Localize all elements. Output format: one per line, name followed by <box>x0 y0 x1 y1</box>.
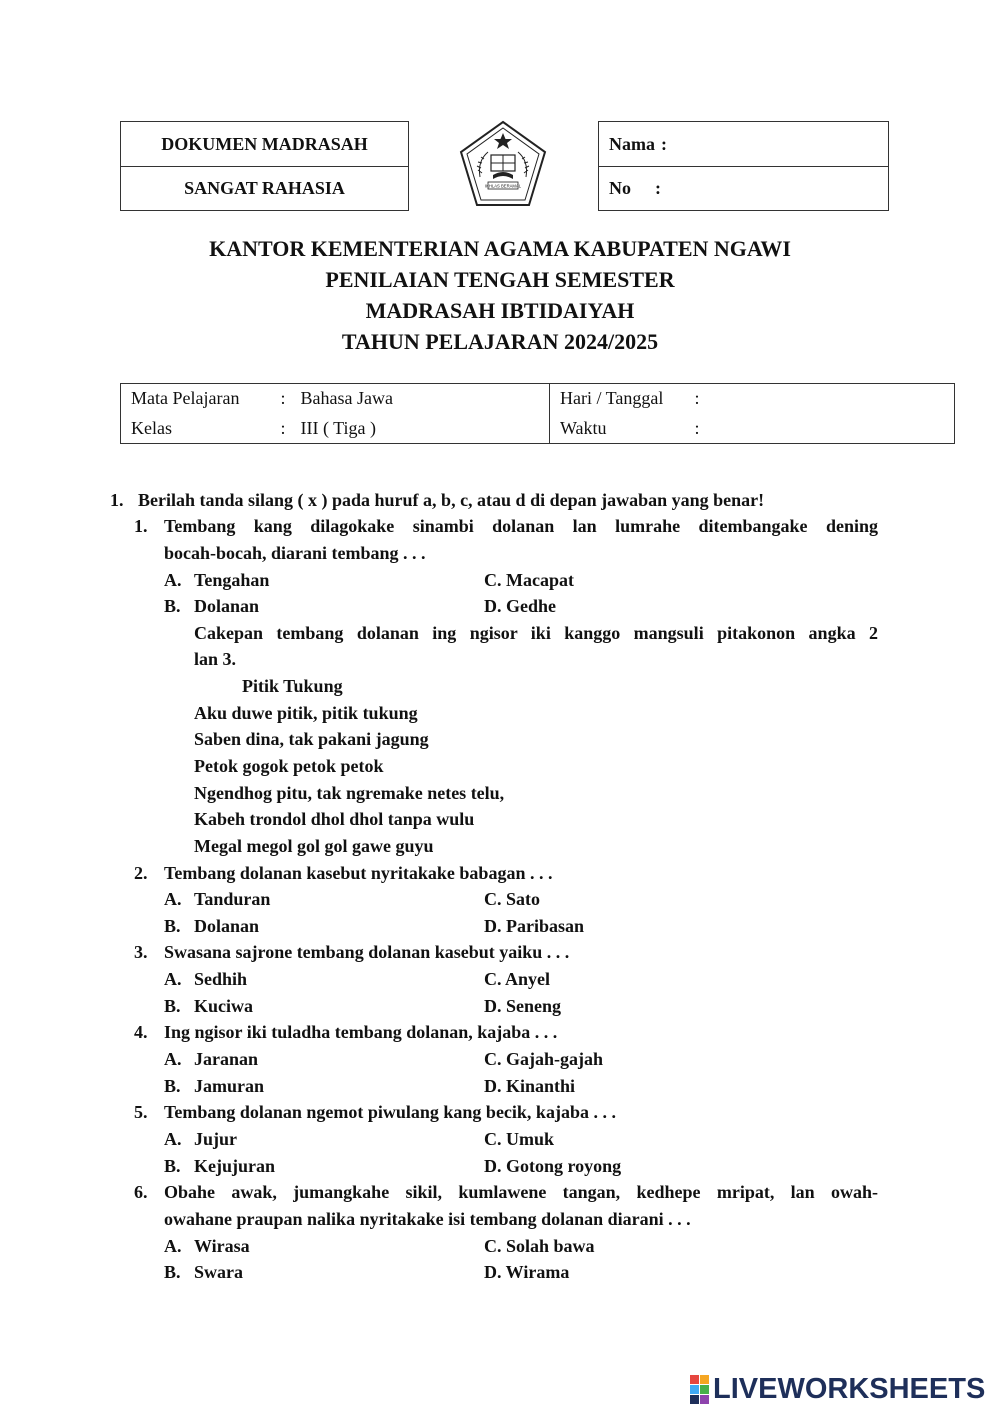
passage-intro: lan 3. <box>194 649 237 669</box>
option-text[interactable]: Dolanan <box>194 596 260 616</box>
emblem-motto: IKHLAS BERAMAL <box>484 183 522 189</box>
option-letter[interactable]: B. <box>164 1156 181 1176</box>
document-classification-box <box>120 121 409 211</box>
poem-line: Megal megol gol gol gawe guyu <box>194 836 434 856</box>
section-number: 1. <box>110 490 124 510</box>
option-text[interactable]: Jaranan <box>194 1049 259 1069</box>
option-text[interactable]: Tengahan <box>194 570 270 590</box>
number-label: No <box>609 178 631 198</box>
liveworksheets-tiles-icon <box>690 1375 709 1404</box>
time-separator[interactable]: : <box>694 417 700 438</box>
poem-line: Aku duwe pitik, pitik tukung <box>194 703 418 723</box>
class-separator: : <box>280 417 286 438</box>
class-label: Kelas <box>131 417 172 438</box>
option-d[interactable]: D. Seneng <box>484 996 562 1016</box>
question-number: 5. <box>134 1102 148 1122</box>
option-text[interactable]: Tanduran <box>194 889 271 909</box>
name-row[interactable] <box>599 122 888 166</box>
tile <box>700 1375 709 1384</box>
option-c[interactable]: C. Umuk <box>484 1129 555 1149</box>
option-d[interactable]: D. Wirama <box>484 1262 570 1282</box>
option-d[interactable]: D. Gedhe <box>484 596 556 616</box>
option-text[interactable]: Kuciwa <box>194 996 254 1016</box>
option-letter[interactable]: A. <box>164 1049 182 1069</box>
date-separator[interactable]: : <box>694 388 700 409</box>
option-c[interactable]: C. Anyel <box>484 969 551 989</box>
number-separator: : <box>655 178 661 198</box>
date-label: Hari / Tanggal <box>560 388 664 409</box>
academic-year-title: TAHUN PELAJARAN 2024/2025 <box>341 329 659 354</box>
option-letter[interactable]: B. <box>164 916 181 936</box>
question-text: Tembang dolanan ngemot piwulang kang becik, kajaba . . . <box>164 1102 616 1122</box>
secrecy-label: SANGAT RAHASIA <box>121 166 408 210</box>
question-text: bocah-bocah, diarani tembang . . . <box>164 543 426 563</box>
student-identity-box <box>598 121 889 211</box>
option-letter[interactable]: B. <box>164 1076 181 1096</box>
option-c[interactable]: C. Solah bawa <box>484 1236 595 1256</box>
question-number: 2. <box>134 863 148 883</box>
tile <box>700 1395 709 1404</box>
question-number: 3. <box>134 942 148 962</box>
question-text: Tembang dolanan kasebut nyritakake babagan . . . <box>164 863 553 883</box>
option-letter[interactable]: B. <box>164 1262 181 1282</box>
option-d[interactable]: D. Paribasan <box>484 916 585 936</box>
option-text[interactable]: Dolanan <box>194 916 260 936</box>
option-text[interactable]: Swara <box>194 1262 243 1282</box>
number-row[interactable] <box>599 166 888 210</box>
section-instruction: Berilah tanda silang ( x ) pada huruf a, b, c, atau d di depan jawaban yang benar! <box>138 490 765 510</box>
option-c[interactable]: C. Gajah-gajah <box>484 1049 604 1069</box>
option-text[interactable]: Wirasa <box>194 1236 250 1256</box>
option-d[interactable]: D. Gotong royong <box>484 1156 622 1176</box>
question-text: Swasana sajrone tembang dolanan kasebut yaiku . . . <box>164 942 570 962</box>
tile <box>700 1385 709 1394</box>
question-number: 4. <box>134 1022 148 1042</box>
liveworksheets-logo[interactable] <box>690 1374 985 1404</box>
option-text[interactable]: Jamuran <box>194 1076 265 1096</box>
option-d[interactable]: D. Kinanthi <box>484 1076 576 1096</box>
office-title: KANTOR KEMENTERIAN AGAMA KABUPATEN NGAWI <box>209 236 791 261</box>
option-text[interactable]: Sedhih <box>194 969 248 989</box>
liveworksheets-wordmark: LIVEWORKSHEETS <box>713 1372 986 1405</box>
subject-separator: : <box>280 388 286 409</box>
poem-line: Ngendhog pitu, tak ngremake netes telu, <box>194 783 505 803</box>
exam-title: PENILAIAN TENGAH SEMESTER <box>325 267 675 292</box>
kemenag-emblem-icon <box>458 119 548 209</box>
time-label: Waktu <box>560 417 607 438</box>
info-row <box>121 384 955 414</box>
option-letter[interactable]: A. <box>164 889 182 909</box>
option-letter[interactable]: A. <box>164 1236 182 1256</box>
poem-title: Pitik Tukung <box>242 676 343 696</box>
poem-line: Saben dina, tak pakani jagung <box>194 729 429 749</box>
option-letter[interactable]: B. <box>164 596 181 616</box>
poem-line: Kabeh trondol dhol dhol tanpa wulu <box>194 809 475 829</box>
info-row <box>121 414 955 444</box>
subject-label: Mata Pelajaran <box>131 388 240 409</box>
question-text: Tembang kang dilagokake sinambi dolanan lan lumrahe ditembangake dening <box>164 516 878 536</box>
option-letter[interactable]: A. <box>164 1129 182 1149</box>
question-number: 1. <box>134 516 148 536</box>
question-text: Ing ngisor iki tuladha tembang dolanan, kajaba . . . <box>164 1022 558 1042</box>
tile <box>690 1375 699 1384</box>
option-text[interactable]: Kejujuran <box>194 1156 275 1176</box>
school-level-title: MADRASAH IBTIDAIYAH <box>365 298 635 323</box>
question-number: 6. <box>134 1182 148 1202</box>
option-c[interactable]: C. Macapat <box>484 570 574 590</box>
option-c[interactable]: C. Sato <box>484 889 541 909</box>
option-letter[interactable]: B. <box>164 996 181 1016</box>
class-value: III ( Tiga ) <box>301 414 550 444</box>
name-separator: : <box>661 133 667 154</box>
exam-info-table <box>120 383 955 444</box>
option-text[interactable]: Jujur <box>194 1129 238 1149</box>
document-type-label: DOKUMEN MADRASAH <box>161 133 368 154</box>
exam-title-block <box>0 233 1000 357</box>
question-text: owahane praupan nalika nyritakake isi tembang dolanan diarani . . . <box>164 1209 691 1229</box>
option-letter[interactable]: A. <box>164 969 182 989</box>
question-text: Obahe awak, jumangkahe sikil, kumlawene tangan, kedhepe mripat, lan owah- <box>164 1182 878 1202</box>
name-label: Nama <box>609 133 655 154</box>
subject-value: Bahasa Jawa <box>301 384 550 414</box>
passage-intro: Cakepan tembang dolanan ing ngisor iki kanggo mangsuli pitakonon angka 2 <box>194 623 878 643</box>
option-letter[interactable]: A. <box>164 570 182 590</box>
poem-line: Petok gogok petok petok <box>194 756 384 776</box>
tile <box>690 1385 699 1394</box>
tile <box>690 1395 699 1404</box>
